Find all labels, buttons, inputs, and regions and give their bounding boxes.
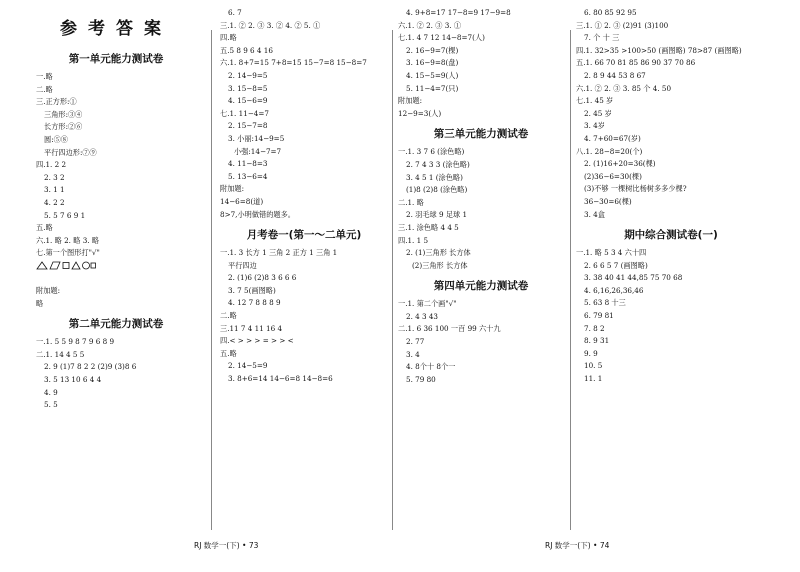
answer-line bbox=[576, 311, 766, 324]
answer-text: 平行四边形:⑦⑨ bbox=[44, 147, 97, 157]
answer-line bbox=[220, 33, 388, 46]
answer-line bbox=[576, 58, 766, 71]
answer-text: 五.1. 66 70 81 85 86 90 37 70 86 bbox=[576, 58, 696, 68]
answer-text: 3. 4 bbox=[406, 349, 420, 359]
answer-line bbox=[398, 223, 564, 236]
section-heading bbox=[220, 222, 388, 248]
column-divider bbox=[211, 30, 212, 530]
answer-line bbox=[220, 184, 388, 197]
answer-line bbox=[220, 361, 388, 374]
answer-line bbox=[36, 160, 196, 173]
answer-line bbox=[398, 362, 564, 375]
answer-text: 4. 8个十 8个一 bbox=[406, 362, 456, 372]
answer-text: 2. 14−5=9 bbox=[228, 361, 268, 371]
answer-text: 5. 11−4=7(只) bbox=[406, 83, 459, 93]
answer-text: 四.1. 32>35 >100>50 (画图略) 78>87 (画图略) bbox=[576, 45, 742, 55]
answer-text: 6. 80 85 92 95 bbox=[584, 8, 637, 17]
answer-text: 8>7,小明做错的题多。 bbox=[220, 209, 295, 219]
section-heading bbox=[36, 46, 196, 72]
column-3 bbox=[398, 8, 564, 387]
answer-text: 4. 9 bbox=[44, 387, 58, 397]
answer-text: 一.1. 3 长方 1 三角 2 正方 1 三角 1 bbox=[220, 248, 338, 258]
answer-text: 三.11 7 4 11 16 4 bbox=[220, 323, 283, 333]
answer-text: 3. 16−9=8(盘) bbox=[406, 58, 459, 68]
answer-text: 二.1. 略 bbox=[398, 197, 424, 207]
answer-text: 第一单元能力测试卷 bbox=[68, 53, 164, 65]
answer-text: 2. 7 4 3 3 (涂色略) bbox=[406, 159, 470, 169]
column-2 bbox=[220, 8, 388, 387]
answer-line bbox=[398, 96, 564, 109]
answer-line bbox=[36, 248, 196, 261]
section-heading bbox=[576, 222, 766, 248]
answer-line bbox=[36, 110, 196, 123]
answer-text: 四.略 bbox=[220, 33, 237, 43]
answer-line bbox=[398, 248, 564, 261]
answer-line bbox=[576, 147, 766, 160]
answer-text: 小强:14−7=7 bbox=[234, 146, 282, 156]
answer-text: 二.1. 14 4 5 5 bbox=[36, 349, 85, 359]
answer-line bbox=[576, 286, 766, 299]
answer-text: 2. 77 bbox=[406, 337, 425, 347]
answer-line bbox=[36, 97, 196, 110]
answer-line bbox=[220, 210, 388, 223]
answer-line bbox=[36, 148, 196, 161]
answer-text: 3. 4岁 bbox=[584, 121, 605, 131]
answer-text: 六.1. 8+7=15 7+8=15 15−7=8 15−8=7 bbox=[220, 58, 367, 68]
answer-line bbox=[398, 160, 564, 173]
answer-text: 第二单元能力测试卷 bbox=[68, 318, 164, 331]
answer-text: 2. 羽毛球 9 足球 1 bbox=[406, 210, 468, 220]
answer-line bbox=[220, 298, 388, 311]
answer-text: 36−30=6(棵) bbox=[584, 196, 632, 206]
answer-line bbox=[220, 159, 388, 172]
answer-line bbox=[398, 350, 564, 363]
answer-line bbox=[398, 236, 564, 249]
answer-text: 10. 5 bbox=[584, 361, 603, 371]
answer-text: 3. 15−8=5 bbox=[228, 83, 268, 93]
answer-text: 2. 9 (1)7 8 2 2 (2)9 (3)8 6 bbox=[44, 362, 137, 372]
answer-line bbox=[36, 211, 196, 224]
answer-line bbox=[398, 324, 564, 337]
answer-text: 3. 8+6=14 14−6=8 14−8=6 bbox=[228, 374, 333, 384]
answer-line bbox=[220, 121, 388, 134]
answer-text: 四.< > > > = > > < bbox=[220, 336, 294, 346]
answer-line bbox=[576, 84, 766, 97]
answer-line bbox=[576, 273, 766, 286]
shapes-row bbox=[36, 261, 196, 274]
answer-text: 4. 15−6=9 bbox=[228, 96, 268, 106]
answer-line bbox=[36, 337, 196, 350]
answer-line bbox=[220, 58, 388, 71]
answer-line bbox=[36, 400, 196, 413]
answer-text: 5. 63 8 十三 bbox=[584, 298, 626, 308]
answer-text: 5. 5 bbox=[44, 400, 58, 410]
answer-text: (1)8 (2)8 (涂色略) bbox=[406, 185, 468, 195]
answer-text: 4. 7+60=67(岁) bbox=[584, 133, 641, 143]
section-heading bbox=[36, 311, 196, 337]
answer-text: 一.1. 第二个画"√" bbox=[398, 299, 457, 309]
answer-line bbox=[220, 261, 388, 274]
answer-text: 4. 9+8=17 17−8=9 17−9=8 bbox=[406, 8, 511, 17]
answer-text: 5. 79 80 bbox=[406, 374, 436, 384]
answer-line bbox=[398, 84, 564, 97]
answer-line bbox=[398, 46, 564, 59]
answer-line bbox=[220, 46, 388, 59]
answer-text: 一.1. 略 5 3 4 六十四 bbox=[576, 248, 647, 258]
answer-line bbox=[220, 84, 388, 97]
answer-line bbox=[220, 172, 388, 185]
answer-text: 七.第一个图形打"√" bbox=[36, 248, 100, 258]
answer-text: 2. (1)16+20=36(棵) bbox=[584, 159, 656, 169]
answer-text: 2. 4 3 43 bbox=[406, 311, 439, 321]
answer-text: 月考卷一(第一～二单元) bbox=[246, 229, 362, 242]
answer-line bbox=[576, 21, 766, 34]
answer-text: 二.略 bbox=[220, 311, 237, 321]
section-heading bbox=[398, 273, 564, 299]
section-heading bbox=[36, 12, 196, 46]
answer-line bbox=[398, 185, 564, 198]
answer-text: 9. 9 bbox=[584, 348, 598, 358]
answer-line bbox=[576, 184, 766, 197]
answer-text: (3)不够 一棵树比杨树多多少棵? bbox=[584, 184, 687, 194]
answer-text: 八.1. 28−8=20(个) bbox=[576, 146, 643, 156]
answer-text: 略 bbox=[36, 298, 44, 308]
answer-line bbox=[398, 299, 564, 312]
answer-line bbox=[576, 96, 766, 109]
answer-text: 三.1. ② 2. ③ 3. ② 4. ② 5. ① bbox=[220, 20, 321, 30]
answer-text: (2)36−6=30(棵) bbox=[584, 171, 642, 181]
answer-line bbox=[220, 374, 388, 387]
answer-line bbox=[398, 312, 564, 325]
answer-line bbox=[36, 85, 196, 98]
shapes-row-icon bbox=[36, 261, 96, 270]
answer-line bbox=[220, 273, 388, 286]
answer-text: 三.正方形:① bbox=[36, 97, 77, 107]
answer-line bbox=[576, 134, 766, 147]
answer-text: 第四单元能力测试卷 bbox=[433, 280, 529, 293]
answer-text: 12−9=3(人) bbox=[398, 108, 442, 118]
answer-line bbox=[398, 71, 564, 84]
answer-line bbox=[36, 375, 196, 388]
answer-line bbox=[36, 388, 196, 401]
answer-line bbox=[220, 8, 388, 21]
answer-text: 一.略 bbox=[36, 72, 53, 81]
answer-text: 参考答案 bbox=[60, 19, 172, 39]
answer-text: 四.1. 1 5 bbox=[398, 235, 429, 245]
answer-line bbox=[220, 336, 388, 349]
answer-line bbox=[398, 173, 564, 186]
answer-line bbox=[36, 173, 196, 186]
answer-line bbox=[36, 286, 196, 299]
answer-line bbox=[576, 261, 766, 274]
answer-text: 2. 45 岁 bbox=[584, 108, 612, 118]
answer-text: 3. 5 13 10 6 4 4 bbox=[44, 375, 102, 385]
answer-line bbox=[36, 274, 196, 287]
answer-line bbox=[36, 185, 196, 198]
answer-text: 4. 2 2 bbox=[44, 197, 65, 207]
answer-line bbox=[220, 134, 388, 147]
answer-text: 五.略 bbox=[36, 223, 53, 233]
column-1 bbox=[36, 8, 196, 413]
answer-line bbox=[398, 109, 564, 122]
answer-text: (2)三角形 长方体 bbox=[412, 260, 468, 270]
answer-text: 六.1. 略 2. 略 3. 略 bbox=[36, 235, 100, 245]
answer-line bbox=[220, 71, 388, 84]
answer-text: 第三单元能力测试卷 bbox=[433, 128, 529, 141]
answer-text: 七.1. 11−4=7 bbox=[220, 108, 269, 118]
answer-line bbox=[576, 71, 766, 84]
answer-line bbox=[36, 122, 196, 135]
answer-line bbox=[220, 286, 388, 299]
answer-text: 三.1. 涂色略 4 4 5 bbox=[398, 222, 459, 232]
answer-line bbox=[36, 362, 196, 375]
answer-text: 3. 1 1 bbox=[44, 185, 65, 195]
answer-line bbox=[36, 299, 196, 312]
answer-line bbox=[220, 248, 388, 261]
answer-text: 附加题: bbox=[398, 96, 422, 106]
answer-line bbox=[576, 109, 766, 122]
answer-text: 二.1. 6 36 100 一百 99 六十九 bbox=[398, 324, 501, 334]
answer-text: 一.1. 5 5 9 8 7 9 6 8 9 bbox=[36, 337, 115, 347]
answer-line bbox=[36, 236, 196, 249]
answer-text: 4. 12 7 8 8 8 9 bbox=[228, 298, 281, 308]
answer-text: 14−6=8(道) bbox=[220, 196, 264, 206]
answer-line bbox=[220, 21, 388, 34]
answer-text: 3. 4 5 1 (涂色略) bbox=[406, 172, 463, 182]
answer-text: 六.1. ② 2. ③ 3. ① bbox=[398, 20, 462, 30]
answer-line bbox=[220, 109, 388, 122]
answer-text: 3. 4盒 bbox=[584, 209, 605, 219]
answer-text: 2. 6 6 5 7 (画图略) bbox=[584, 260, 648, 270]
answer-text: 4. 11−8=3 bbox=[228, 159, 268, 169]
answer-text: 平行四边 bbox=[228, 260, 257, 270]
answer-line bbox=[576, 197, 766, 210]
answer-line bbox=[398, 261, 564, 274]
answer-text: 附加题: bbox=[220, 184, 244, 194]
answer-line bbox=[576, 336, 766, 349]
answer-line bbox=[220, 197, 388, 210]
answer-text: 7. 个 十 三 bbox=[584, 33, 620, 43]
answer-text: 6. 7 bbox=[228, 8, 242, 17]
answer-text: 4. 6,16,26,36,46 bbox=[584, 285, 644, 295]
answer-line bbox=[576, 298, 766, 311]
answer-line bbox=[398, 337, 564, 350]
answer-text: 期中综合测试卷(一) bbox=[624, 229, 718, 242]
answer-text: 3. 7 5(画图略) bbox=[228, 285, 276, 295]
section-heading bbox=[398, 121, 564, 147]
answer-line bbox=[576, 121, 766, 134]
answer-line bbox=[220, 311, 388, 324]
answer-line bbox=[576, 8, 766, 21]
answer-text: 一.1. 3 7 6 (涂色略) bbox=[398, 147, 465, 157]
column-4 bbox=[576, 8, 766, 387]
answer-text: 2. 8 9 44 53 8 67 bbox=[584, 70, 646, 80]
answer-line bbox=[576, 210, 766, 223]
answer-line bbox=[398, 33, 564, 46]
answer-line bbox=[36, 72, 196, 85]
answer-text: 8. 9 31 bbox=[584, 336, 610, 346]
column-divider bbox=[392, 30, 393, 530]
page-footer-left: RJ 数学一(下) • 73 bbox=[194, 541, 259, 550]
answer-line bbox=[576, 33, 766, 46]
answer-text: 4. 15−5=9(人) bbox=[406, 70, 459, 80]
answer-text: 圆:⑤⑧ bbox=[44, 134, 68, 144]
answer-text: 四.1. 2 2 bbox=[36, 160, 67, 170]
answer-line bbox=[36, 198, 196, 211]
answer-text: 5. 13−6=4 bbox=[228, 171, 268, 181]
answer-line bbox=[576, 324, 766, 337]
answer-line bbox=[220, 147, 388, 160]
answer-text: 3. 38 40 41 44,85 75 70 68 bbox=[584, 273, 683, 283]
answer-line bbox=[576, 46, 766, 59]
answer-line bbox=[576, 159, 766, 172]
answer-text: 2. 15−7=8 bbox=[228, 121, 268, 131]
answer-line bbox=[36, 350, 196, 363]
answer-line bbox=[398, 210, 564, 223]
answer-line bbox=[576, 172, 766, 185]
answer-line bbox=[398, 8, 564, 21]
answer-text: 2. 3 2 bbox=[44, 172, 65, 182]
answer-text: 7. 8 2 bbox=[584, 323, 605, 333]
page-footer-right: RJ 数学一(下) • 74 bbox=[545, 541, 610, 550]
answer-text: 六.1. ② 2. ③ 3. 85 个 4. 50 bbox=[576, 83, 672, 93]
answer-text: 2. (1)三角形 长方体 bbox=[406, 248, 471, 258]
answer-line bbox=[576, 349, 766, 362]
answer-text: 七.1. 45 岁 bbox=[576, 96, 614, 106]
answer-text: 附加题: bbox=[36, 286, 60, 296]
answer-text: 三角形:③④ bbox=[44, 109, 83, 119]
answer-text: 3. 小丽:14−9=5 bbox=[228, 133, 285, 143]
answer-text: 2. (1)6 (2)8 3 6 6 6 bbox=[228, 273, 297, 283]
answer-line bbox=[220, 324, 388, 337]
answer-line bbox=[576, 374, 766, 387]
answer-text: 长方形:②⑥ bbox=[44, 122, 83, 132]
answer-line bbox=[398, 58, 564, 71]
answer-line bbox=[398, 375, 564, 388]
answer-text: 6. 79 81 bbox=[584, 311, 614, 321]
answer-line bbox=[220, 349, 388, 362]
answer-line bbox=[398, 21, 564, 34]
answer-text: 三.1. ① 2. ③ (2)91 (3)100 bbox=[576, 20, 669, 30]
answer-text: 五.5 8 9 6 4 16 bbox=[220, 45, 273, 55]
answer-text: 11. 1 bbox=[584, 374, 603, 384]
answer-text: 五.略 bbox=[220, 348, 237, 358]
answer-line bbox=[398, 198, 564, 211]
answer-line bbox=[220, 96, 388, 109]
answer-line bbox=[36, 135, 196, 148]
answer-text: 二.略 bbox=[36, 84, 53, 94]
answer-text: 5. 5 7 6 9 1 bbox=[44, 210, 86, 220]
answer-line bbox=[36, 223, 196, 236]
answer-text: 2. 16−9=7(棵) bbox=[406, 45, 459, 55]
answer-line bbox=[576, 361, 766, 374]
column-divider bbox=[570, 30, 571, 530]
answer-text: 七.1. 4 7 12 14−8=7(人) bbox=[398, 33, 485, 43]
answer-text: 2. 14−9=5 bbox=[228, 70, 268, 80]
answer-line bbox=[398, 147, 564, 160]
answer-line bbox=[576, 248, 766, 261]
